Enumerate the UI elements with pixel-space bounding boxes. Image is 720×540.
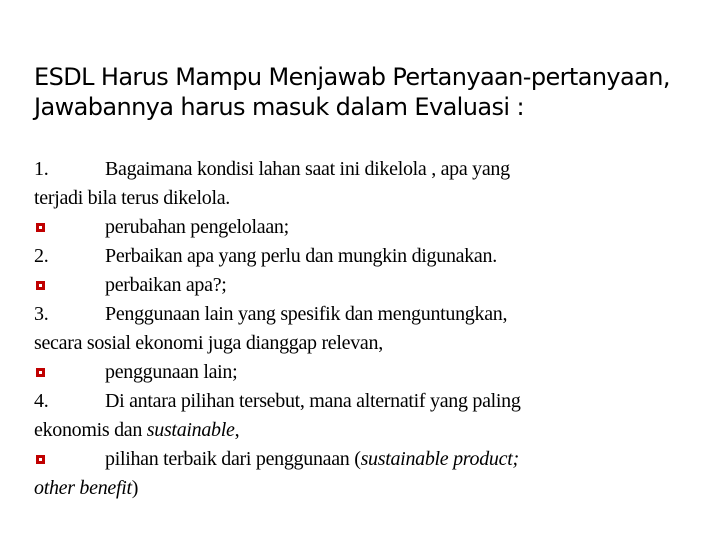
square-bullet-icon	[36, 455, 45, 464]
list-item	[34, 155, 694, 184]
sub-bullet-continuation	[34, 474, 694, 503]
sub-bullet	[34, 271, 694, 300]
bullet-text: perubahan pengelolaan;	[105, 216, 289, 238]
item-number: 3.	[34, 303, 49, 325]
sub-bullet	[34, 445, 694, 474]
item-text: Bagaimana kondisi lahan saat ini dikelola , apa yang	[105, 158, 510, 180]
item-text: ,	[234, 419, 240, 441]
list-item-continuation	[34, 184, 694, 213]
square-bullet-icon	[36, 281, 45, 290]
list-item	[34, 387, 694, 416]
bullet-text: penggunaan lain;	[105, 361, 238, 383]
list-item	[34, 242, 694, 271]
item-text: Di antara pilihan tersebut, mana alternatif yang paling	[105, 390, 521, 412]
sub-bullet	[34, 213, 694, 242]
item-text: terjadi bila terus dikelola.	[34, 187, 230, 209]
bullet-text-italic: sustainable product;	[360, 448, 519, 470]
item-text: ekonomis dan	[34, 419, 147, 441]
bullet-text: pilihan terbaik dari penggunaan (	[105, 448, 361, 470]
bullet-text: perbaikan apa?;	[105, 274, 227, 296]
square-bullet-icon	[36, 223, 45, 232]
item-text-italic: sustainable	[146, 419, 235, 441]
list-item	[34, 300, 694, 329]
item-number: 1.	[34, 158, 49, 180]
item-number: 4.	[34, 390, 49, 412]
list-item-continuation	[34, 416, 694, 445]
item-text: secara sosial ekonomi juga dianggap relevan,	[34, 332, 383, 354]
bullet-text: )	[131, 477, 139, 499]
slide-title: ESDL Harus Mampu Menjawab Pertanyaan-pertanyaan, Jawabannya harus masuk dalam Evaluasi :	[34, 63, 670, 121]
bullet-text-italic: other benefit	[34, 477, 132, 499]
item-text: Penggunaan lain yang spesifik dan menguntungkan,	[105, 303, 508, 325]
sub-bullet	[34, 358, 694, 387]
slide-body	[34, 155, 694, 503]
item-number: 2.	[34, 245, 49, 267]
square-bullet-icon	[36, 368, 45, 377]
item-text: Perbaikan apa yang perlu dan mungkin digunakan.	[105, 245, 497, 267]
list-item-continuation	[34, 329, 694, 358]
